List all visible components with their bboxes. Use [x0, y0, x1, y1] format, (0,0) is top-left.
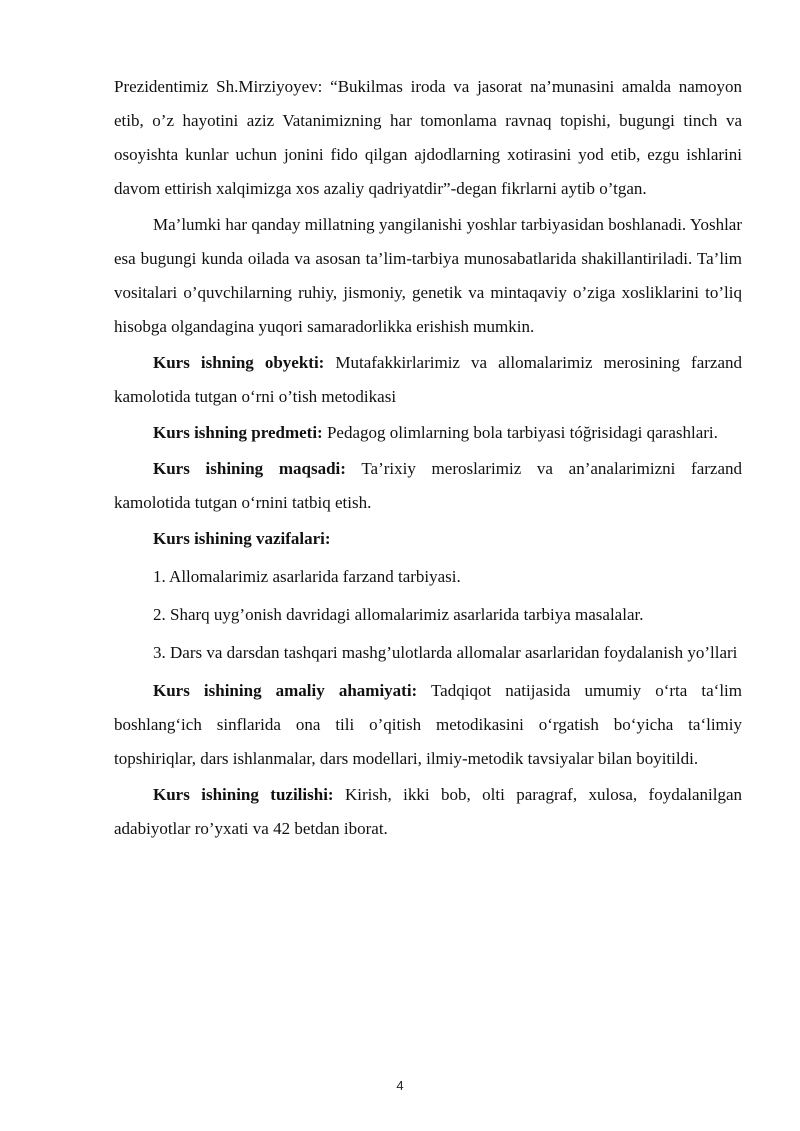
- goal-text: Ta’rixiy meroslarimiz va an’analarimizni farzand kamolotida tutgan o‘rnini tatbiq etish.: [114, 459, 742, 512]
- tasks-label: Kurs ishining vazifalari:: [153, 529, 331, 548]
- structure-text: Kirish, ikki bob, olti paragraf, xulosa, foydalanilgan adabiyotlar ro’yxati va 42 betdan iborat.: [114, 785, 742, 838]
- subject-label: Kurs ishning predmeti:: [153, 423, 323, 442]
- page-number: 4: [396, 1078, 404, 1093]
- subject-paragraph: [114, 416, 742, 450]
- task-item-3: 3. Dars va darsdan tashqari mashg’ulotlarda allomalar asarlaridan foydalanish yo’llari: [153, 643, 738, 662]
- task-item-1: 1. Allomalarimiz asarlarida farzand tarbiyasi.: [153, 567, 461, 586]
- subject-text: Pedagog olimlarning bola tarbiyasi tóğrisidagi qarashlari.: [322, 423, 718, 442]
- significance-paragraph: [114, 674, 742, 776]
- structure-paragraph: [114, 778, 742, 846]
- task-item-2: 2. Sharq uyg’onish davridagi allomalarimiz asarlarida tarbiya masalalar.: [153, 605, 644, 624]
- significance-label: Kurs ishining amaliy ahamiyati:: [153, 681, 418, 700]
- object-label: Kurs ishning obyekti:: [153, 353, 325, 372]
- object-paragraph: [114, 346, 742, 414]
- youth-paragraph: Ma’lumki har qanday millatning yangilanishi yoshlar tarbiyasidan boshlanadi. Yoshlar esa bugungi kunda oilada va asosan ta’lim-tarbiya munosabatlarida shakillantiriladi. Ta’lim vositalari o’quvchilarning ruhiy, jismoniy, genetik va mintaqaviy o’ziga xosliklarini to’liq hisobga olgandagina yuqori samaradorlikka erishish mumkin.: [114, 215, 742, 336]
- goal-paragraph: [114, 452, 742, 520]
- document-page: [114, 70, 742, 846]
- object-text: Mutafakkirlarimiz va allomalarimiz merosining farzand kamolotida tutgan o‘rni o’tish metodikasi: [114, 353, 742, 406]
- significance-text: Tadqiqot natijasida umumiy o‘rta ta‘lim boshlang‘ich sinflarida ona tili o’qitish metodikasini o‘rgatish bo‘yicha ta‘limiy topshiriqlar, dars ishlanmalar, dars modellari, ilmiy-metodik tavsiyalar bilan boyitildi.: [114, 681, 742, 768]
- intro-paragraph: Prezidentimiz Sh.Mirziyoyev: “Bukilmas iroda va jasorat na’munasini amalda namoyon etib, o’z hayotini aziz Vatanimizning har tomonlama ravnaq topishi, bugungi tinch va osoyishta kunlar uchun jonini fido qilgan ajdodlarning xotirasini yod etib, ezgu ishlarini davom ettirish xalqimizga xos azaliy qadriyatdir”-degan fikrlarni aytib o’tgan.: [114, 77, 742, 198]
- structure-label: Kurs ishining tuzilishi:: [153, 785, 334, 804]
- tasks-heading: [114, 522, 742, 556]
- goal-label: Kurs ishining maqsadi:: [153, 459, 346, 478]
